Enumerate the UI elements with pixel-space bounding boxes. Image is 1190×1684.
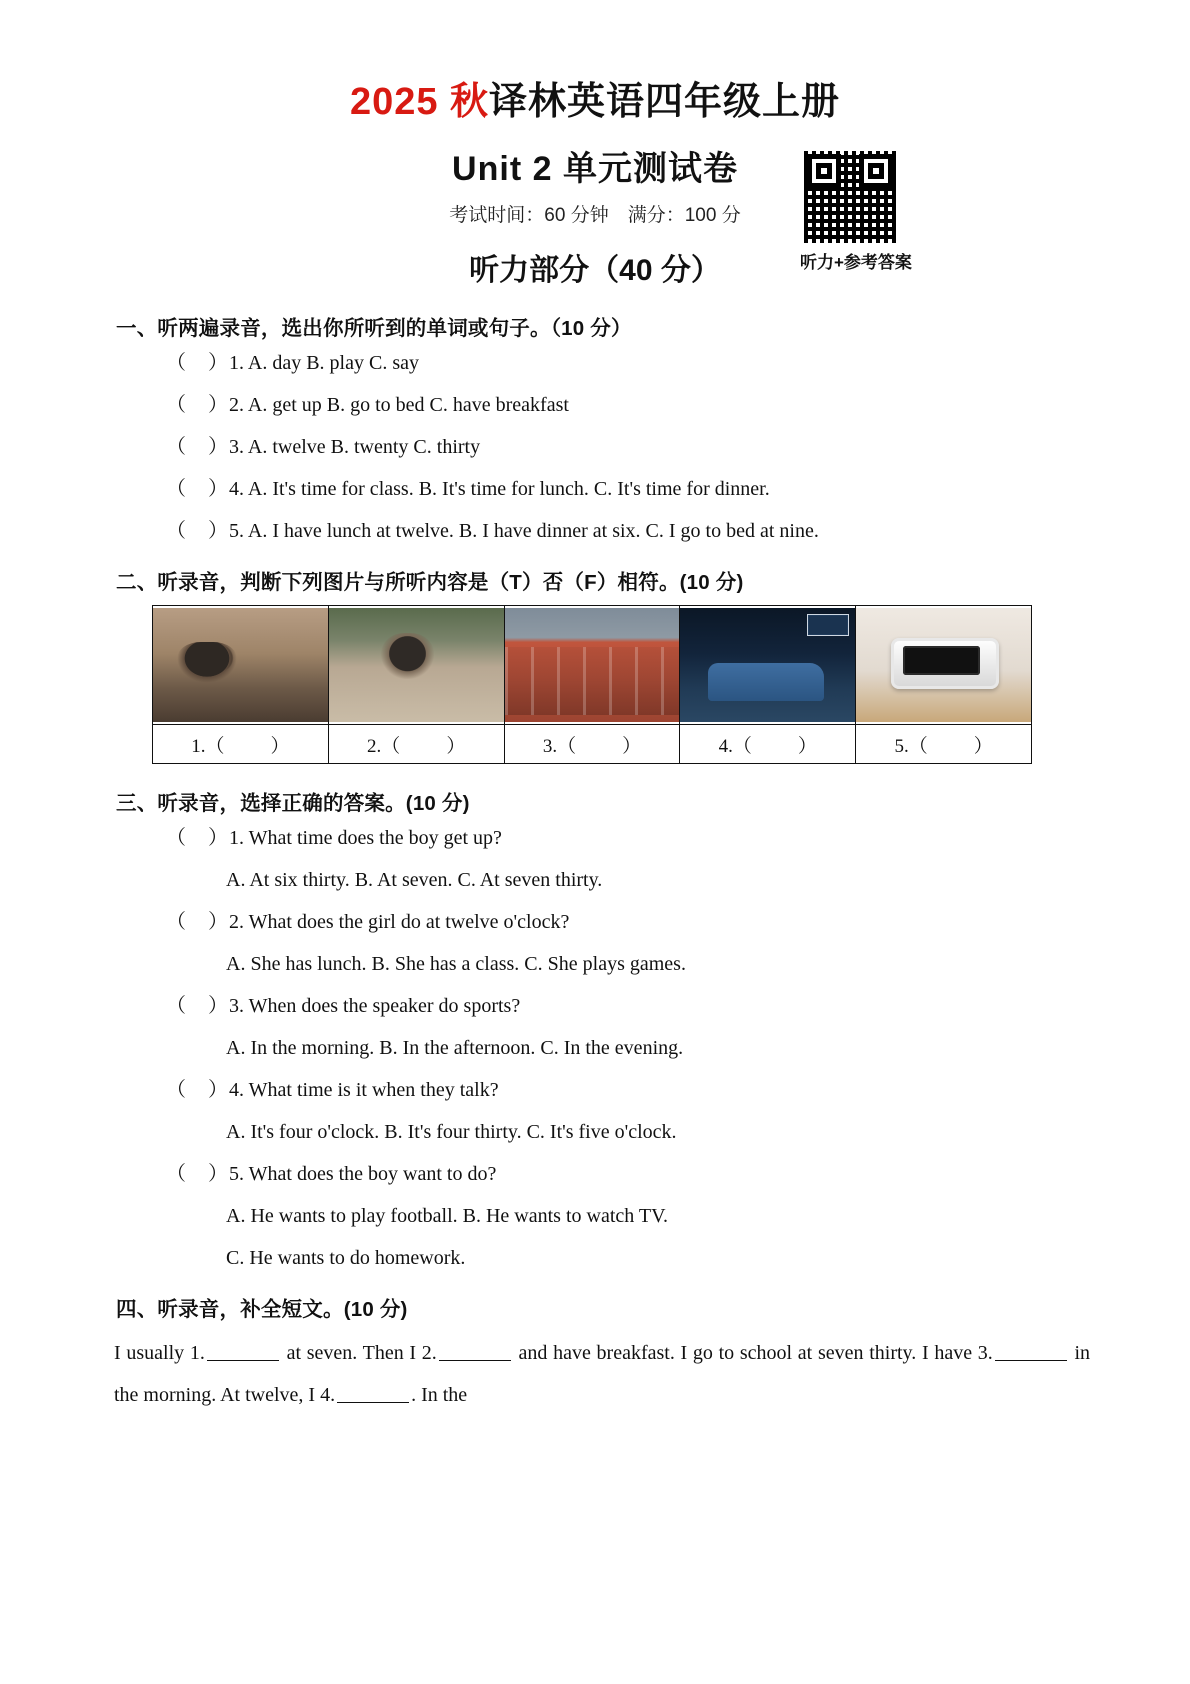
section-heading-2: 二、听录音，判断下列图片与所听内容是（T）否（F）相符。(10 分): [116, 571, 744, 594]
question-item: [96, 910, 1094, 934]
table-row-labels: [153, 725, 1032, 764]
section-heading-4: 四、听录音，补全短文。(10 分): [116, 1298, 408, 1321]
picture-label-open: （: [732, 735, 752, 757]
question-text: 5. What does the boy want to do?: [229, 1163, 497, 1185]
picture-cell-3: [504, 606, 680, 725]
page-header: [0, 0, 1190, 289]
question-item: [96, 1078, 1094, 1102]
answer-bracket[interactable]: （ ）: [166, 478, 229, 500]
cloze-blank-2[interactable]: [439, 1342, 511, 1361]
picture-label-open: （: [557, 735, 577, 757]
table-row-pictures: [153, 606, 1032, 725]
picture-label-number: 2.: [367, 735, 382, 757]
answer-bracket[interactable]: （ ）: [166, 911, 229, 933]
question-item: [96, 477, 1094, 501]
question-text: 2. What does the girl do at twelve o'clock?: [229, 911, 570, 933]
page-title-year: 2025 秋: [349, 81, 490, 123]
question-item: [96, 994, 1094, 1018]
question-item: [96, 393, 1094, 417]
picture-label-close: ）: [973, 735, 993, 757]
question-text: 3. When does the speaker do sports?: [229, 995, 521, 1017]
digital-alarm-clock-photo: [856, 608, 1031, 722]
question-text: 1. What time does the boy get up?: [229, 827, 502, 849]
page-title-book: 译林英语四年级上册: [489, 81, 841, 123]
picture-answer-cell-3[interactable]: [504, 725, 680, 764]
picture-label-open: （: [381, 735, 401, 757]
picture-judgement-table: [152, 605, 1032, 764]
question-text: 2. A. get up B. go to bed C. have breakfast: [229, 394, 569, 416]
question-item: [96, 519, 1094, 543]
cloze-paragraph: [114, 1332, 1094, 1416]
option-line: A. She has lunch. B. She has a class. C. She plays games.: [226, 953, 686, 975]
answer-bracket[interactable]: （ ）: [166, 352, 229, 374]
option-line: A. He wants to play football. B. He wants to watch TV.: [226, 1205, 668, 1227]
cloze-text-3: and have breakfast. I go to school at: [518, 1342, 813, 1364]
listening-section-title: 听力部分（40 分）: [469, 254, 721, 287]
boy-eating-at-table-photo: [153, 608, 328, 722]
picture-cell-5: [856, 606, 1032, 725]
exam-meta: 考试时间：60 分钟 满分：100 分: [449, 205, 741, 226]
question-text: 4. A. It's time for class. B. It's time for lunch. C. It's time for dinner.: [229, 478, 770, 500]
students-running-on-track-photo: [505, 608, 680, 722]
cloze-blank-4[interactable]: [337, 1384, 409, 1403]
picture-label-close: ）: [446, 735, 466, 757]
question-text: 4. What time is it when they talk?: [229, 1079, 499, 1101]
picture-label-open: （: [908, 735, 928, 757]
qr-code-block[interactable]: [800, 150, 912, 273]
child-sleeping-in-bed-photo: [680, 608, 855, 722]
section-heading-1: 一、听两遍录音，选出你所听到的单词或句子。（10 分）: [116, 317, 632, 340]
picture-label-close: ）: [797, 735, 817, 757]
cloze-text-1: I usually 1.: [114, 1342, 205, 1364]
section-heading-3: 三、听录音，选择正确的答案。(10 分): [116, 792, 470, 815]
cloze-blank-1[interactable]: [207, 1342, 279, 1361]
question-item: [96, 1162, 1094, 1186]
answer-bracket[interactable]: （ ）: [166, 436, 229, 458]
qr-code-icon[interactable]: [803, 150, 897, 244]
cloze-text-4: seven thirty. I have 3.: [817, 1342, 993, 1364]
answer-bracket[interactable]: （ ）: [166, 394, 229, 416]
picture-cell-2: [328, 606, 504, 725]
option-line: C. He wants to do homework.: [226, 1247, 466, 1269]
picture-answer-cell-4[interactable]: [680, 725, 856, 764]
picture-label-number: 3.: [542, 735, 558, 757]
answer-bracket[interactable]: （ ）: [166, 1163, 229, 1185]
picture-cell-4: [680, 606, 856, 725]
question-text: 1. A. day B. play C. say: [229, 352, 419, 374]
picture-answer-cell-5[interactable]: [856, 725, 1032, 764]
picture-cell-1: [153, 606, 329, 725]
question-text: 5. A. I have lunch at twelve. B. I have dinner at six. C. I go to bed at nine.: [229, 520, 819, 542]
picture-answer-cell-2[interactable]: [328, 725, 504, 764]
qr-code-caption: 听力+参考答案: [800, 253, 912, 272]
picture-label-open: （: [205, 735, 225, 757]
cloze-text-2: at seven. Then I 2.: [286, 1342, 437, 1364]
answer-bracket[interactable]: （ ）: [166, 1079, 229, 1101]
option-line: A. In the morning. B. In the afternoon. C. In the evening.: [226, 1037, 684, 1059]
picture-label-number: 5.: [894, 735, 909, 757]
picture-answer-cell-1[interactable]: [153, 725, 329, 764]
boy-having-meal-in-classroom-photo: [329, 608, 504, 722]
page-title: [0, 70, 1190, 125]
picture-label-number: 4.: [718, 735, 733, 757]
cloze-text-6: . In the: [411, 1384, 468, 1406]
question-item: [96, 826, 1094, 850]
cloze-blank-3[interactable]: [995, 1342, 1067, 1361]
option-line: A. It's four o'clock. B. It's four thirty. C. It's five o'clock.: [226, 1121, 677, 1143]
option-line: A. At six thirty. B. At seven. C. At seven thirty.: [226, 869, 603, 891]
answer-bracket[interactable]: （ ）: [166, 520, 229, 542]
question-item: [96, 435, 1094, 459]
question-item: [96, 351, 1094, 375]
answer-bracket[interactable]: （ ）: [166, 827, 229, 849]
exam-content: [0, 311, 1190, 1416]
question-text: 3. A. twelve B. twenty C. thirty: [229, 436, 481, 458]
unit-title: Unit 2 单元测试卷: [452, 150, 738, 188]
picture-label-close: ）: [622, 735, 642, 757]
answer-bracket[interactable]: （ ）: [166, 995, 229, 1017]
picture-label-close: ）: [270, 735, 290, 757]
picture-label-number: 1.: [191, 735, 206, 757]
cloze-text-5: in the morning. At twelve, I 4.: [114, 1342, 1091, 1406]
